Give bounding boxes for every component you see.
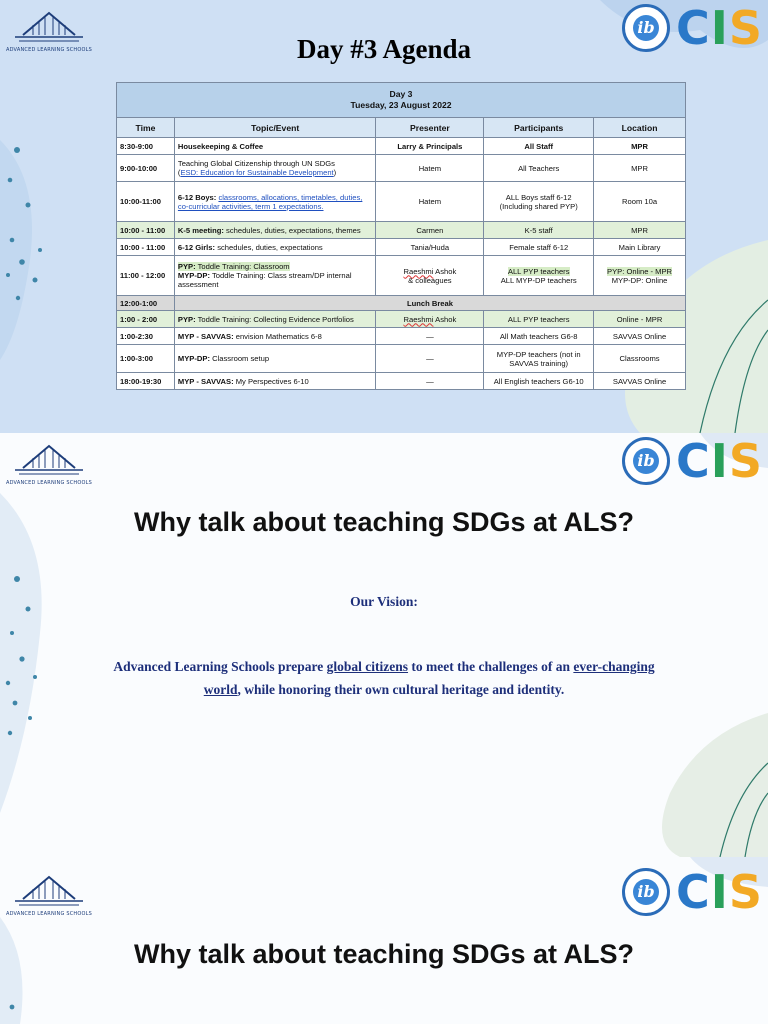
accreditation-badges: [622, 435, 764, 487]
cis-icon: CIS: [676, 434, 764, 488]
cell-time: 9:00-10:00: [120, 163, 158, 173]
boys-agenda-link[interactable]: classrooms, allocations, timetables, duties, co-curricular activities, term 1 expectations.: [177, 192, 363, 211]
lunch-break-label: Lunch Break: [406, 298, 453, 308]
table-title-row: [117, 83, 686, 118]
cell-participants: MYP-DP teachers (not in: [496, 349, 581, 359]
cell-participants: ALL PYP teachers: [507, 266, 570, 276]
cell-topic: schedules, duties, expectations: [217, 242, 323, 252]
accreditation-badges: [622, 866, 764, 918]
cell-presenter: Raeshmi: [403, 266, 434, 276]
cell-presenter: Tania/Huda: [376, 239, 484, 256]
cell-location: SAVVAS Online: [594, 328, 686, 345]
cell-presenter: Hatem: [376, 155, 484, 182]
cell-topic: Classroom setup: [212, 354, 270, 363]
table-header-row: [117, 118, 686, 138]
cell-location: Room 10a: [594, 182, 686, 222]
cell-topic: Housekeeping & Coffee: [177, 141, 264, 151]
table-row: 10:00 - 11:00 K-5 meeting: schedules, duties, expectations, themes Carmen K-5 staff MPR: [117, 222, 686, 239]
table-row: 1:00-3:00 MYP-DP: Classroom setup — MYP-DP teachers (not in SAVVAS training) Classrooms: [117, 345, 686, 373]
cell-presenter: —: [376, 345, 484, 373]
slide-vision: [0, 433, 768, 857]
cell-time: 1:00 - 2:00: [120, 314, 158, 324]
cell-presenter: Larry & Principals: [397, 141, 463, 151]
agenda-date: Tuesday, 23 August 2022: [350, 100, 452, 110]
cell-topic: Toddle Training: Collecting Evidence Portfolios: [197, 314, 354, 324]
slide-heading: Why talk about teaching SDGs at ALS?: [133, 939, 635, 969]
table-row: [117, 296, 686, 311]
cell-time: 1:00-3:00: [120, 354, 153, 363]
table-row: 9:00-10:00 Teaching Global Citizenship through UN SDGs (ESD: Education for Sustainable Development) Hatem All Teachers MPR: [117, 155, 686, 182]
table-row: 10:00-11:00 6-12 Boys: classrooms, allocations, timetables, duties, co-curricular activities, term 1 expectations. Hatem ALL Boys staff 6-12 (Including shared PYP) Room 10a: [117, 182, 686, 222]
cell-location: MPR: [594, 155, 686, 182]
ib-icon: ib: [622, 437, 670, 485]
table-row: 10:00 - 11:00 6-12 Girls: schedules, duties, expectations Tania/Huda Female staff 6-12 Main Library: [117, 239, 686, 256]
als-logo: [5, 438, 93, 488]
cell-presenter: —: [376, 373, 484, 390]
slide-heading: Why talk about teaching SDGs at ALS?: [133, 507, 635, 537]
cell-location: Main Library: [594, 239, 686, 256]
als-logo: [5, 869, 93, 919]
cell-time: 10:00-11:00: [120, 197, 161, 206]
slide-agenda: [0, 0, 768, 433]
cell-location: PYP: Online - MPR: [607, 266, 673, 276]
esd-link[interactable]: ESD: Education for Sustainable Development: [180, 168, 334, 177]
cell-time: 12:00-1:00: [120, 298, 158, 308]
cell-location: MPR: [631, 141, 648, 151]
vision-statement: Advanced Learning Schools prepare global citizens to meet the challenges of an ever-changing world, while honoring their own cultural heritage and identity.: [113, 659, 655, 697]
als-building-icon: [5, 438, 93, 480]
cell-presenter: Carmen: [376, 222, 484, 239]
cell-time: 18:00-19:30: [120, 376, 162, 386]
logo-text: ADVANCED LEARNING SCHOOLS: [5, 911, 93, 917]
slide-sdgs: [0, 857, 768, 1024]
cell-presenter: —: [376, 328, 484, 345]
cell-participants: Female staff 6-12: [484, 239, 594, 256]
cell-topic: schedules, duties, expectations, themes: [226, 225, 361, 235]
logo-text: ADVANCED LEARNING SCHOOLS: [5, 47, 93, 53]
cell-presenter: Raeshmi: [403, 314, 434, 324]
cell-time: 10:00 - 11:00: [120, 242, 166, 252]
table-row: 1:00 - 2:00 PYP: Toddle Training: Collecting Evidence Portfolios Raeshmi Ashok ALL PYP teachers Online - MPR: [117, 311, 686, 328]
cell-time: 10:00 - 11:00: [120, 225, 166, 235]
table-row: 1:00-2:30 MYP - SAVVAS: envision Mathematics 6-8 — All Math teachers G6-8 SAVVAS Online: [117, 328, 686, 345]
agenda-day: Day 3: [389, 89, 413, 99]
cell-participants: All Math teachers G6-8: [484, 328, 594, 345]
cell-participants: All English teachers G6-10: [484, 373, 594, 390]
vision-title: Our Vision:: [350, 594, 418, 609]
cell-participants: All Teachers: [484, 155, 594, 182]
table-row: [117, 138, 686, 155]
cell-location: MPR: [594, 222, 686, 239]
cell-participants: ALL Boys staff 6-12: [505, 192, 572, 202]
col-header-location: Location: [594, 118, 686, 138]
cell-location: SAVVAS Online: [594, 373, 686, 390]
cell-participants: All Staff: [524, 141, 554, 151]
cell-participants: ALL PYP teachers: [484, 311, 594, 328]
table-row: 11:00 - 12:00 PYP: Toddle Training: Classroom MYP-DP: Toddle Training: Class stream/DP internal assessment Raeshmi Ashok & colleagues ALL PYP teachers ALL MYP-DP teachers PYP: Online - MPR MYP-DP: Online: [117, 256, 686, 296]
cell-time: 8:30-9:00: [120, 141, 153, 151]
col-header-participants: Participants: [484, 118, 594, 138]
col-header-time: Time: [117, 118, 175, 138]
cell-topic: Teaching Global Citizenship through UN SDGs: [177, 159, 335, 168]
cell-location: Online - MPR: [594, 311, 686, 328]
cell-topic: Toddle Training: Class stream/DP internal assessment: [177, 271, 352, 289]
agenda-table: [116, 82, 686, 390]
logo-text: ADVANCED LEARNING SCHOOLS: [5, 480, 93, 486]
ib-icon: ib: [622, 4, 670, 52]
cis-icon: CIS: [676, 1, 764, 55]
ib-icon: ib: [622, 868, 670, 916]
cell-topic: My Perspectives 6-10: [235, 376, 309, 386]
als-building-icon: [5, 869, 93, 911]
col-header-presenter: Presenter: [376, 118, 484, 138]
cell-participants: K-5 staff: [484, 222, 594, 239]
col-header-topic: Topic/Event: [174, 118, 376, 138]
cell-time: 1:00-2:30: [120, 331, 153, 341]
cell-time: 11:00 - 12:00: [120, 271, 166, 280]
page-title: Day #3 Agenda: [296, 34, 472, 64]
cell-presenter: Hatem: [376, 182, 484, 222]
cis-icon: CIS: [676, 865, 764, 919]
ever-changing-world-text: ever-changing world: [203, 659, 655, 697]
table-row: 18:00-19:30 MYP - SAVVAS: My Perspectives 6-10 — All English teachers G6-10 SAVVAS Online: [117, 373, 686, 390]
cell-location: Classrooms: [594, 345, 686, 373]
cell-topic: envision Mathematics 6-8: [235, 331, 322, 341]
decorative-background: [0, 433, 768, 857]
global-citizens-text: global citizens: [326, 659, 409, 674]
